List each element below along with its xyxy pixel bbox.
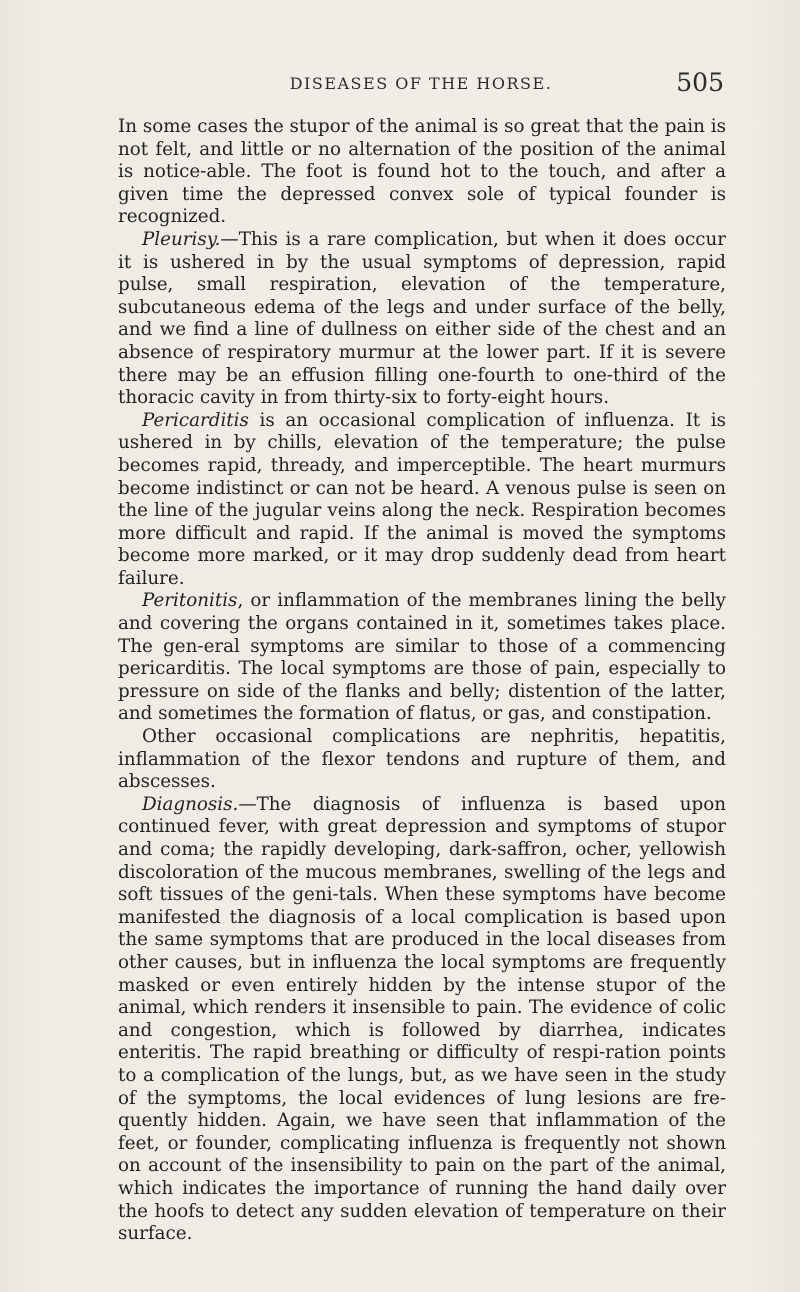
page-header [118, 68, 724, 98]
page-number: 505 [676, 68, 724, 97]
paragraph-pleurisy [118, 229, 726, 410]
term-peritonitis: Peritonitis [142, 590, 238, 612]
paragraph-text: is an occasional complication of influenza. It is ushered in by chills, elevation of the temperature; the pulse becomes rapid, thready, and imperceptible. The heart murmurs become indistinct or can not be heard. A venous pulse is seen on the line of the jugular veins along the neck. Respiration becomes more difficult and rapid. If the animal is moved the symptoms become more marked, or it may drop suddenly dead from heart failure. [118, 409, 726, 589]
paragraph-other-complications [118, 726, 726, 794]
paragraph-peritonitis [118, 590, 726, 726]
paragraph-founder-continuation [118, 116, 726, 229]
running-head: DISEASES OF THE HORSE. [289, 74, 553, 93]
paragraph-text: —The diagnosis of influenza is based upon continued fever, with great depression and symptoms of stupor and coma; the rapidly developing, dark-saffron, ocher, yellowish discoloration of the mucous membranes, swelling of the legs and soft tissues of the geni-tals. When these symptoms have become manifested the diagnosis of a local complication is based upon the same symptoms that are produced in the local diseases from other causes, but in influenza the local symptoms are frequently masked or even entirely hidden by the intense stupor of the animal, which renders it insensible to pain. The evidence of colic and congestion, which is followed by diarrhea, indicates enteritis. The rapid breathing or difficulty of respi-ration points to a complication of the lungs, but, as we have seen in the study of the symptoms, the local evidences of lung lesions are fre-quently hidden. Again, we have seen that inflammation of the feet, or founder, complicating influenza is frequently not shown on account of the insensibility to pain on the part of the animal, which indicates the importance of running the hand daily over the hoofs to detect any sudden elevation of temperature on their surface. [118, 793, 726, 1245]
paragraph-text: Other occasional complications are nephritis, hepatitis, inflammation of the flexor tendons and rupture of them, and abscesses. [118, 726, 726, 793]
term-pleurisy: Pleurisy. [142, 228, 221, 250]
term-pericarditis: Pericarditis [142, 409, 249, 431]
paragraph-text: In some cases the stupor of the animal is so great that the pain is not felt, and little or no alternation of the position of the animal is notice-able. The foot is found hot to the touch, and after a given time the depressed convex sole of typical founder is recognized. [118, 116, 726, 228]
paragraph-text: , or inflammation of the membranes lining the belly and covering the organs contained in it, sometimes takes place. The gen-eral symptoms are similar to those of a commencing pericarditis. The local symptoms are those of pain, especially to pressure on side of the flanks and belly; distention of the latter, and sometimes the formation of flatus, or gas, and constipation. [118, 590, 726, 725]
body-text [118, 116, 726, 1246]
paragraph-diagnosis [118, 794, 726, 1246]
paragraph-pericarditis [118, 410, 726, 591]
paragraph-text: —This is a rare complication, but when it does occur it is ushered in by the usual symptoms of depression, rapid pulse, small respiration, elevation of the temperature, subcutaneous edema of the legs and under surface of the belly, and we find a line of dullness on either side of the chest and an absence of respiratory murmur at the lower part. If it is severe there may be an effusion filling one-fourth to one-third of the thoracic cavity in from thirty-six to forty-eight hours. [118, 228, 726, 409]
term-diagnosis: Diagnosis. [142, 793, 239, 815]
